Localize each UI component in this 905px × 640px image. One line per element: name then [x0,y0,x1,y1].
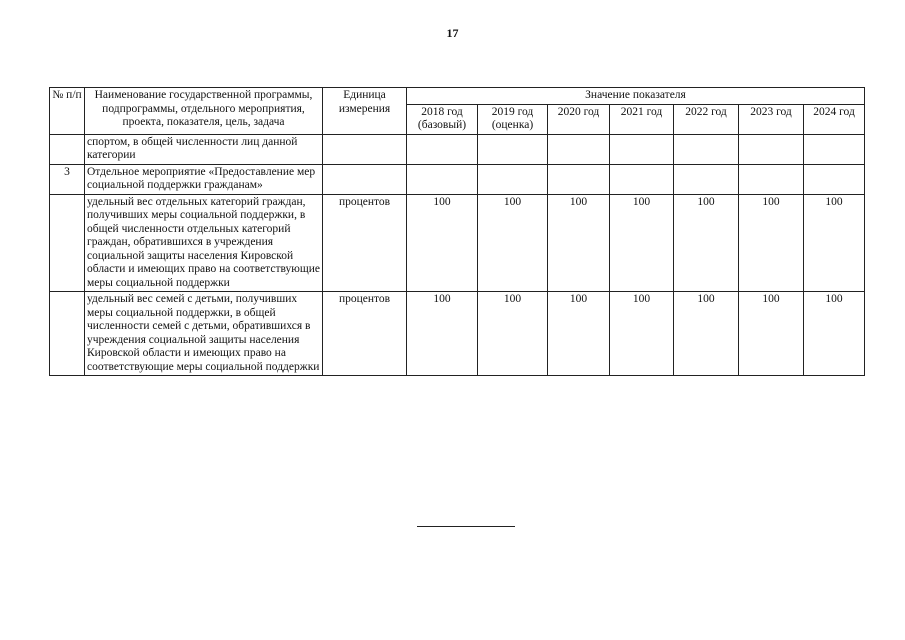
row-value [674,134,739,164]
row-value: 100 [407,292,478,376]
header-values: Значение показателя [407,88,865,105]
row-unit [323,164,407,194]
header-year: 2018 год (базовый) [407,104,478,134]
row-value: 100 [548,194,610,292]
header-year: 2021 год [610,104,674,134]
header-unit: Единица измерения [323,88,407,135]
footer-divider [417,526,515,527]
row-value: 100 [407,194,478,292]
row-value [739,134,804,164]
header-year: 2024 год [804,104,865,134]
header-year: 2022 год [674,104,739,134]
row-value [674,164,739,194]
header-num: № п/п [50,88,85,135]
table-row [50,194,865,292]
row-value: 100 [804,194,865,292]
row-value [478,164,548,194]
row-value: 100 [674,194,739,292]
row-value [610,164,674,194]
row-value [804,164,865,194]
row-value: 100 [478,194,548,292]
row-value: 100 [610,194,674,292]
row-name: спортом, в общей численности лиц данной категории [85,134,323,164]
page-number: 17 [446,26,459,40]
header-year: 2019 год (оценка) [478,104,548,134]
row-value: 100 [739,194,804,292]
row-value: 100 [548,292,610,376]
header-name: Наименование государственной программы, подпрограммы, отдельного мероприятия, проекта, показателя, цель, задача [85,88,323,135]
row-unit: процентов [323,292,407,376]
table-row [50,134,865,164]
row-value: 100 [739,292,804,376]
row-value: 100 [674,292,739,376]
row-value [478,134,548,164]
row-value [407,134,478,164]
table-row [50,292,865,376]
row-value [548,134,610,164]
row-value [407,164,478,194]
table-row [50,164,865,194]
row-value [804,134,865,164]
row-value [739,164,804,194]
header-year: 2023 год [739,104,804,134]
row-unit [323,134,407,164]
header-year: 2020 год [548,104,610,134]
row-value: 100 [610,292,674,376]
row-num [50,292,85,376]
row-unit: процентов [323,194,407,292]
row-num [50,134,85,164]
row-num: 3 [50,164,85,194]
row-value [610,134,674,164]
row-num [50,194,85,292]
row-name: Отдельное мероприятие «Предоставление мер социальной поддержки гражданам» [85,164,323,194]
indicators-table [49,87,865,376]
row-value [548,164,610,194]
row-name: удельный вес отдельных категорий граждан, получивших меры социальной поддержки, в общей численности отдельных категорий граждан, обратившихся в учреждения социальной защиты населения Кировской области и имеющих право на соответствующие меры социальной поддержки [85,194,323,292]
header-row [50,88,865,105]
row-name: удельный вес семей с детьми, получивших меры социальной поддержки, в общей численности семей с детьми, обратившихся в учреждения социальной защиты населения Кировской области и имеющих право на соответствующие меры социальной поддержки [85,292,323,376]
row-value: 100 [804,292,865,376]
row-value: 100 [478,292,548,376]
